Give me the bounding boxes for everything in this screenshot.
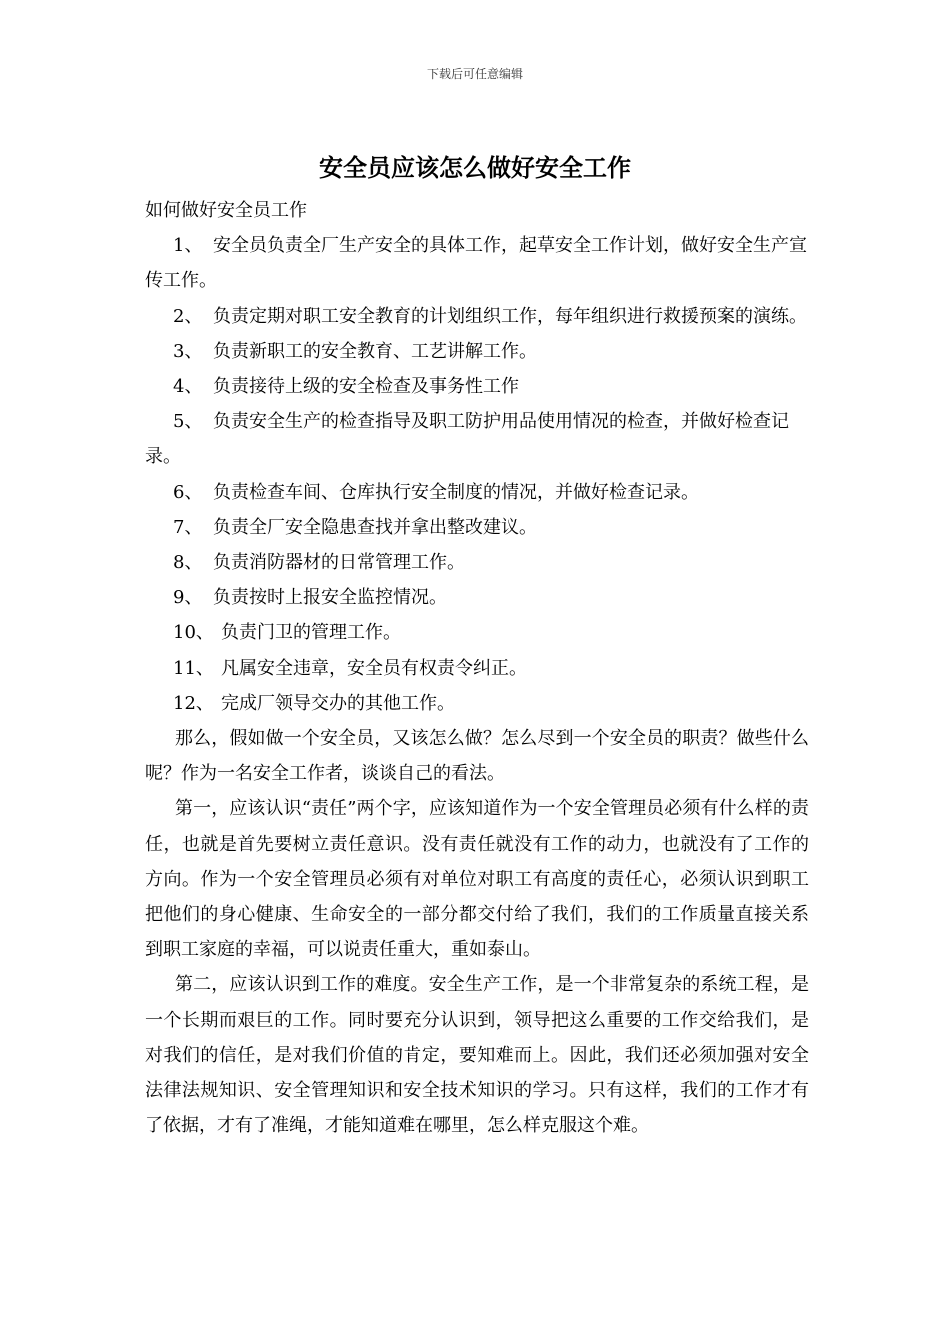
body-paragraph: 第一，应该认识“责任”两个字，应该知道作为一个安全管理员必须有什么样的责任，也就是首先要树立责任意识。没有责任就没有工作的动力，也就没有了工作的方向。作为一个安全管理员必须有对单位对职工有高度的责任心，必须认识到职工把他们的身心健康、生命安全的一部分都交付给了我们，我们的工作质量直接关系到职工家庭的幸福，可以说责任重大，重如泰山。 bbox=[145, 798, 809, 961]
list-item bbox=[145, 545, 809, 580]
document-subtitle: 如何做好安全员工作 bbox=[145, 200, 307, 221]
list-item-number: 9、 bbox=[173, 587, 203, 609]
list-item bbox=[145, 651, 809, 686]
list-item bbox=[145, 686, 809, 721]
page-header-note: 下载后可任意编辑 bbox=[426, 67, 523, 81]
body-paragraph: 第二，应该认识到工作的难度。安全生产工作，是一个非常复杂的系统工程，是一个长期而艰巨的工作。同时要充分认识到，领导把这么重要的工作交给我们，是对我们的信任，是对我们价值的肯定，要知难而上。因此，我们还必须加强对安全法律法规知识、安全管理知识和安全技术知识的学习。只有这样，我们的工作才有了依据，才有了准绳，才能知道难在哪里，怎么样克服这个难。 bbox=[145, 974, 809, 1137]
list-item-text: 负责门卫的管理工作。 bbox=[221, 622, 401, 644]
list-item-text: 负责消防器材的日常管理工作。 bbox=[213, 552, 465, 574]
list-item bbox=[145, 475, 809, 510]
list-item-text: 负责安全生产的检查指导及职工防护用品使用情况的检查，并做好检查记录。 bbox=[145, 411, 789, 468]
list-item-number: 10、 bbox=[173, 622, 214, 644]
list-item-text: 安全员负责全厂生产安全的具体工作，起草安全工作计划，做好安全生产宣传工作。 bbox=[145, 235, 807, 292]
list-item-text: 负责新职工的安全教育、工艺讲解工作。 bbox=[213, 340, 537, 362]
list-item-text: 负责接待上级的安全检查及事务性工作 bbox=[213, 376, 519, 398]
list-item bbox=[145, 580, 809, 615]
list-item-number: 7、 bbox=[173, 516, 203, 538]
list-item-number: 2、 bbox=[173, 305, 203, 327]
list-item bbox=[145, 228, 809, 298]
list-item bbox=[145, 299, 809, 334]
list-item-text: 负责定期对职工安全教育的计划组织工作，每年组织进行救援预案的演练。 bbox=[213, 305, 807, 327]
list-item-number: 8、 bbox=[173, 552, 203, 574]
list-item-text: 负责全厂安全隐患查找并拿出整改建议。 bbox=[213, 516, 537, 538]
document-title: 安全员应该怎么做好安全工作 bbox=[319, 153, 631, 182]
list-item-text: 凡属安全违章，安全员有权责令纠正。 bbox=[221, 657, 527, 679]
list-item bbox=[145, 369, 809, 404]
list-item-number: 1、 bbox=[173, 235, 203, 257]
list-item-text: 负责检查车间、仓库执行安全制度的情况，并做好检查记录。 bbox=[213, 481, 699, 503]
list-item bbox=[145, 510, 809, 545]
list-item-number: 5、 bbox=[173, 411, 203, 433]
body-paragraph: 那么，假如做一个安全员，又该怎么做？怎么尽到一个安全员的职责？做些什么呢？作为一名安全工作者，谈谈自己的看法。 bbox=[145, 728, 809, 785]
list-item-text: 完成厂领导交办的其他工作。 bbox=[221, 692, 455, 714]
list-item-number: 11、 bbox=[173, 657, 214, 679]
list-item-number: 3、 bbox=[173, 340, 203, 362]
list-item bbox=[145, 615, 809, 650]
document-body bbox=[145, 193, 809, 1143]
list-item bbox=[145, 334, 809, 369]
list-item-number: 12、 bbox=[173, 692, 214, 714]
list-item-number: 4、 bbox=[173, 376, 203, 398]
list-item bbox=[145, 404, 809, 474]
list-item-number: 6、 bbox=[173, 481, 203, 503]
list-item-text: 负责按时上报安全监控情况。 bbox=[213, 587, 447, 609]
